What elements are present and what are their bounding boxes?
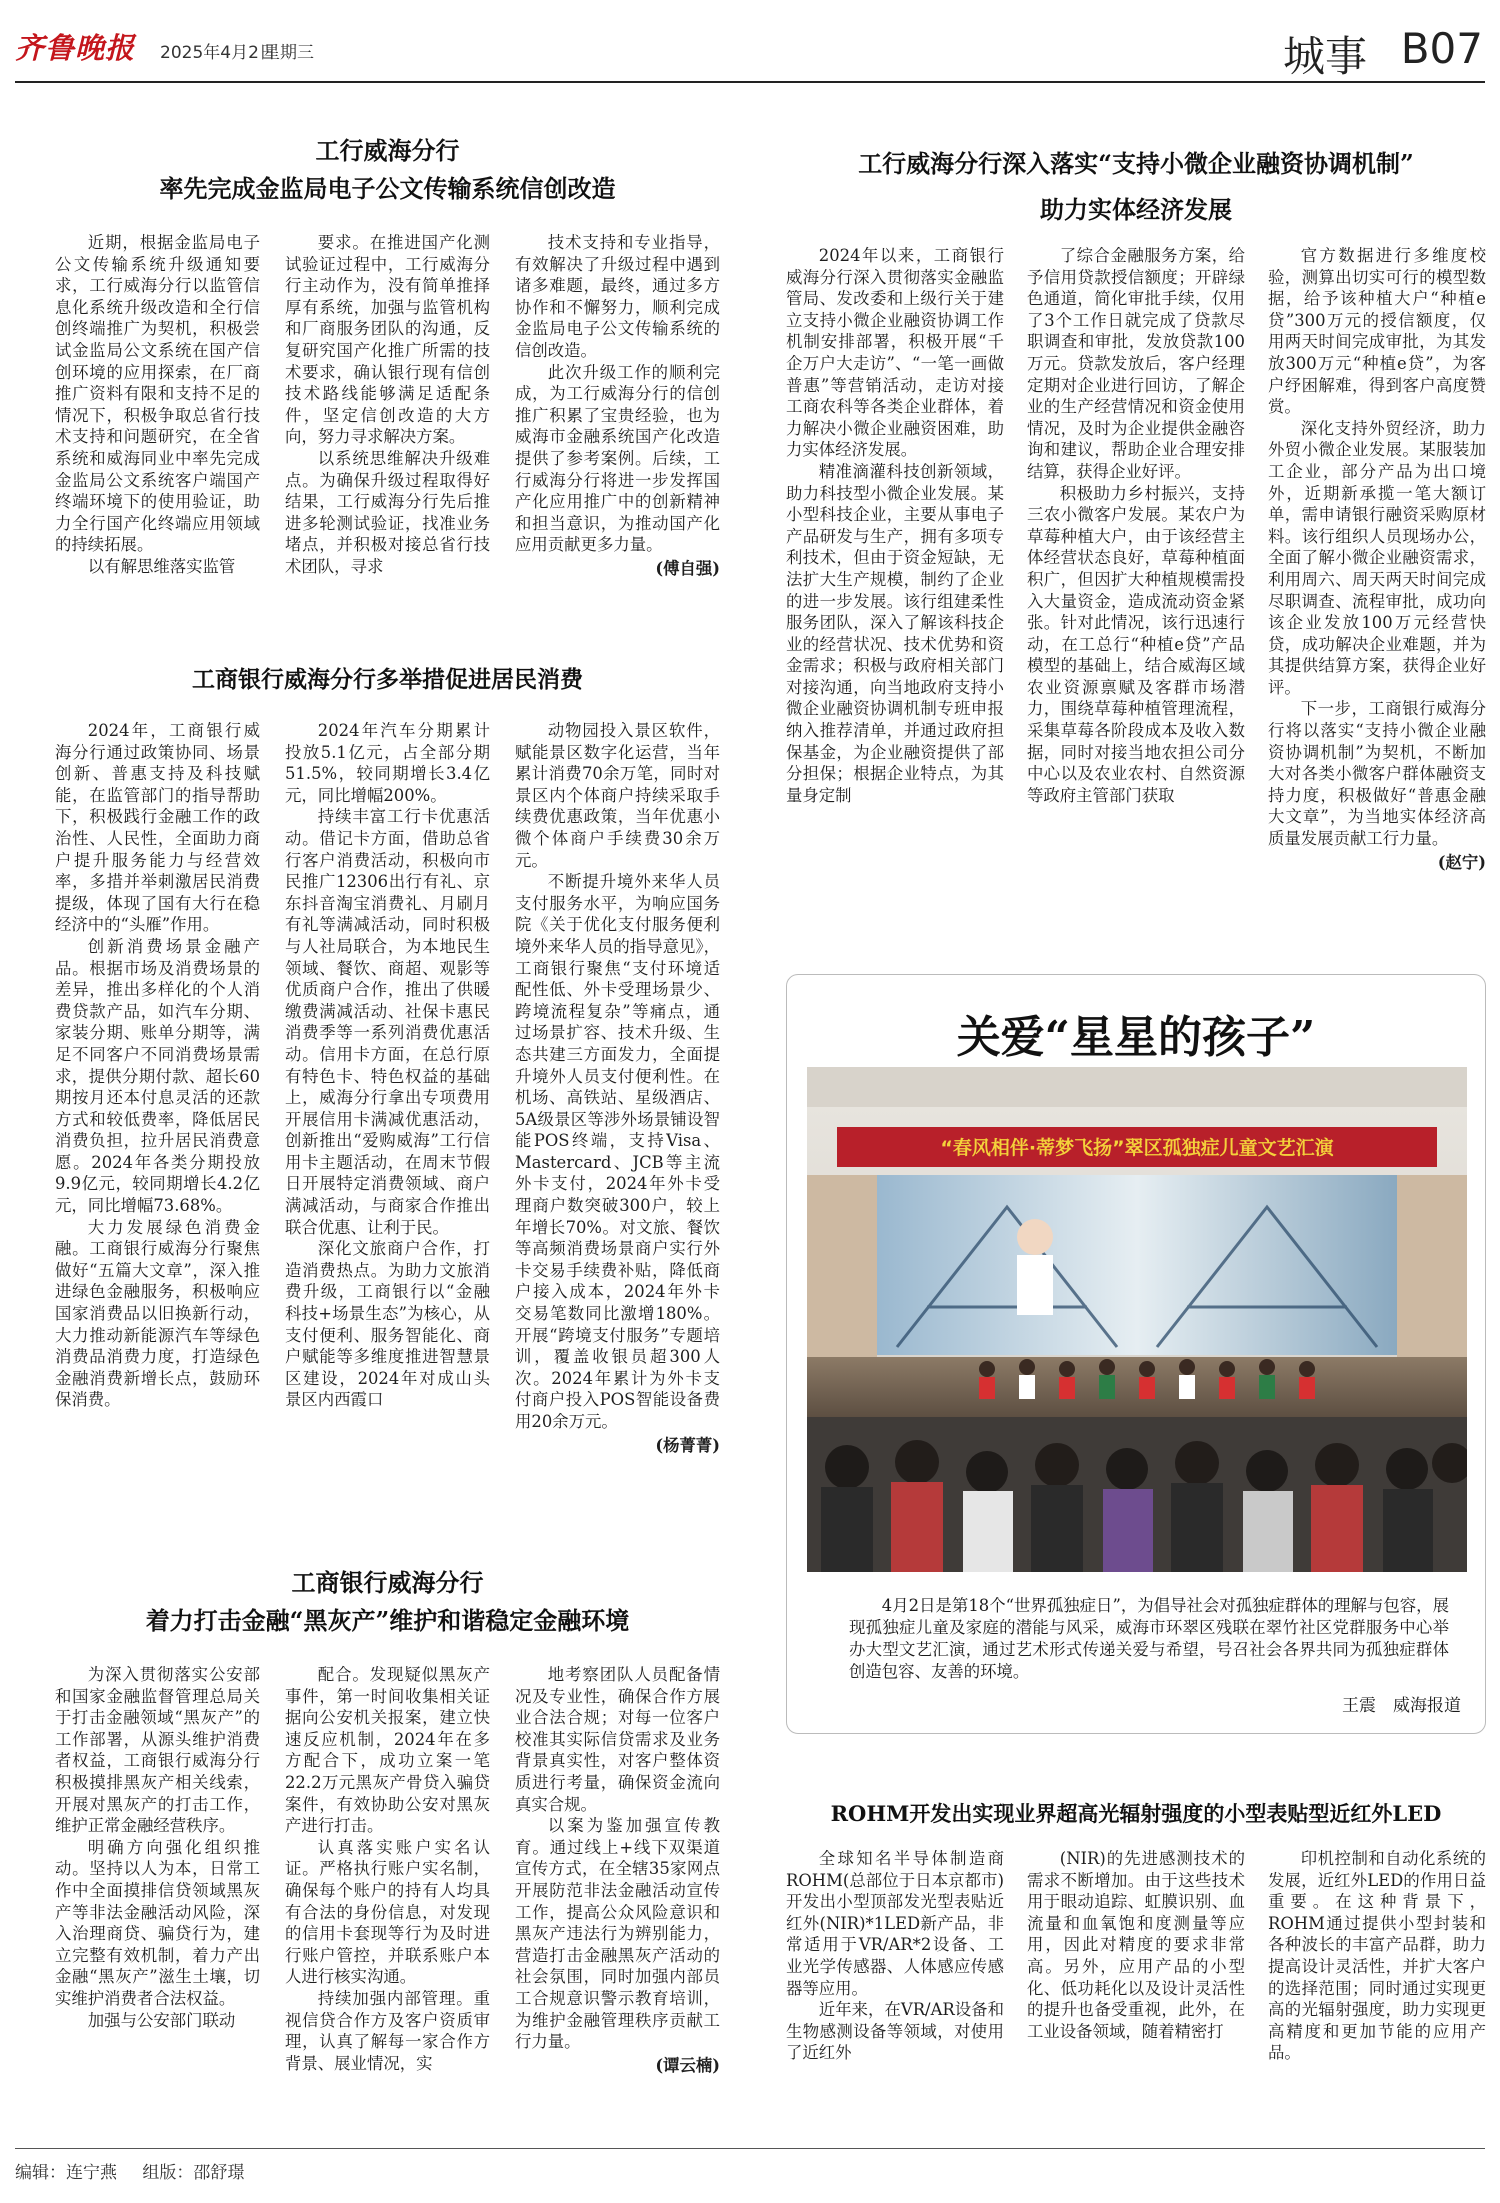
paragraph: 2024年以来，工商银行威海分行深入贯彻落实金融监管局、发改委和上级行关于建立支持小微企业融资协调工作机制安排部署，积极开展“千企万户大走访”、“一笔一画做普惠”等营销活动，走访对接工商农科等各类企业群体，着力解决小微企业融资困难，助力实体经济发展。 (786, 246, 1004, 460)
stage-photo-illustration (807, 1067, 1467, 1572)
paragraph: 配合。发现疑似黑灰产事件，第一时间收集相关证据向公安机关报案，建立快速反应机制，2024年在多方配合下，成功立案一笔22.2万元黑灰产骨贷入骗贷案件，有效协助公安对黑灰产进行打击。 (285, 1665, 490, 1836)
article-body (55, 232, 720, 642)
text-column (1027, 245, 1245, 957)
paragraph: 加强与公安部门联动 (87, 2010, 236, 2030)
paragraph: 持续加强内部管理。重视信贷合作方及客户资质审理，认真了解每一家合作方背景、展业情况，实 (285, 1988, 490, 2073)
article-kicker: 工行威海分行 (315, 136, 460, 165)
author-byline: (赵宁) (1437, 852, 1486, 872)
page-header (15, 18, 1485, 81)
paragraph: 全球知名半导体制造商ROHM(总部位于日本京都市)开发出小型顶部发光型表贴近红外(NIR)*1LED新产品，非常适用于VR/AR*2设备、工业光学传感器、人体感应传感器等应用。 (786, 1849, 1004, 1998)
paragraph: 持续丰富工行卡优惠活动。借记卡方面，借助总省行客户消费活动，积极向市民推广12306出行有礼、京东抖音淘宝消费礼、月刷月有礼等满减活动，同时积极与人社局联合，为本地民生领域、餐饮、商超、观影等优质商户合作，推出了供暖缴费满减活动、社保卡惠民消费季等一系列消费优惠活动。信用卡方面，在总行原有特色卡、特色权益的基础上，威海分行拿出专项费用开展信用卡满减优惠活动，创新推出“爱购威海”工行信用卡主题活动，在周末节假日开展特定消费领域、商户满减活动，与商家合作推出联合优惠、让利于民。 (285, 807, 490, 1237)
paragraph: 创新消费场景金融产品。根据市场及消费场景的差异，推出多样化的个人消费贷款产品，如汽车分期、家装分期、账单分期等，满足不同客户不同消费场景需求，提供分期付款、超长60期按月还本付息灵活的还款方式和较低费率，降低居民消费负担，拉升居民消费意愿。2024年各类分期投放9.9亿元，较同期增长4.2亿元，同比增幅73.68%。 (55, 936, 260, 1216)
page-footer (15, 2158, 264, 2183)
article-body (786, 1848, 1486, 2138)
paragraph: (NIR)的先进感测技术的需求不断增加。由于这些技术用于眼动追踪、虹膜识别、血流量和血氧饱和度测量等应用，因此对精度的要求非常高。另外，应用产品的小型化、低功耗化以及设计灵活性的提升也备受重视，此外，在工业设备领域，随着精密打 (1027, 1849, 1245, 2041)
text-column (1027, 1848, 1245, 2138)
article-icbc-document-system (55, 132, 720, 208)
article-body (786, 245, 1486, 957)
paragraph: 深化文旅商户合作，打造消费热点。为助力文旅消费升级，工商银行以“金融科技+场景生态”为核心，从支付便利、服务智能化、商户赋能等多维度推进智慧景区建设，2024年对成山头景区内西霞口 (285, 1239, 490, 1410)
photo-credit: 王震 威海报道 (1342, 1696, 1461, 1716)
photo-feature-box (786, 974, 1486, 1734)
author-byline: (傅自强) (655, 558, 720, 578)
article-headline: 率先完成金监局电子公文传输系统信创改造 (159, 174, 616, 203)
article-black-gray-industry (55, 1564, 720, 1640)
newspaper-logo: 齐鲁晚报 (15, 31, 136, 65)
paragraph: 认真落实账户实名认证。严格执行账户实名制，确保每个账户的持有人均具有合法的身份信息，对发现的信用卡套现等行为及时进行账户管控，并联系账户本人进行核实沟通。 (285, 1837, 490, 1987)
text-column (285, 232, 490, 642)
paragraph: 大力发展绿色消费金融。工商银行威海分行聚焦做好“五篇大文章”，深入推进绿色金融服务，积极响应国家消费品以旧换新行动，大力推动新能源汽车等绿色消费品消费力度，打造绿色金融消费新增长点，鼓励环保消费。 (55, 1217, 260, 1410)
stage-floor (807, 1357, 1467, 1417)
stage-screen (877, 1175, 1397, 1355)
text-column (515, 1664, 720, 2139)
article-kicker: 工商银行威海分行 (291, 1568, 484, 1597)
paragraph: 要求。在推进国产化测试验证过程中，工行威海分行主动作为，没有简单推择厚有系统，加强与监管机构和厂商服务团队的沟通，反复研究国产化推广所需的技术要求，确认银行现有信创技术路线能够满足适配条件，坚定信创改造的大方向，努力寻求解决方案。 (285, 233, 490, 447)
layout-credit: 组版：邵舒璟 (142, 2163, 245, 2183)
issue-weekday: 星期三 (263, 43, 314, 63)
photo-caption: 4月2日是第18个“世界孤独症日”，为倡导社会对孤独症群体的理解与包容，展现孤独症儿童及家庭的潜能与风采，威海市环翠区残联在翠竹社区党群服务中心举办大型文艺汇演，通过艺术形式传递关爱与希望，号召社会各界共同为孤独症群体创造包容、友善的环境。 (849, 1596, 1449, 1681)
paragraph: 明确方向强化组织推动。坚持以人为本，日常工作中全面摸排信贷领域黑灰产等非法金融活动风险，深入治理商贷、骗贷行为，建立完整有效机制，着力产出金融“黑灰产”滋生土壤，切实维护消费者合法权益。 (55, 1837, 260, 2008)
performers (979, 1359, 1315, 1399)
article-headline: 着力打击金融“黑灰产”维护和谐稳定金融环境 (145, 1606, 630, 1635)
paragraph: 动物园投入景区软件，赋能景区数字化运营，当年累计消费70余万笔，同时对景区内个体商户持续采取手续费优惠政策，当年优惠小微个体商户手续费30余万元。 (515, 721, 720, 870)
event-banner-text: “春风相伴·蒂梦飞扬”翠区孤独症儿童文艺汇演 (940, 1137, 1334, 1159)
paragraph: 为深入贯彻落实公安部和国家金融监督管理总局关于打击金融领域“黑灰产”的工作部署，从源头维护消费者权益，工商银行威海分行积极摸排黑灰产相关线索，开展对黑灰产的打击工作，维护正常金融经营秩序。 (55, 1665, 260, 1836)
text-column (55, 232, 260, 642)
paragraph: 官方数据进行多维度校验，测算出切实可行的模型数据，给予该种植大户“种植e贷”300万元的授信额度，仅用两天时间完成审批，为其发放300万元“种植e贷”，为客户纾困解难，得到客户高度赞赏。 (1268, 246, 1486, 417)
footer-divider (15, 2148, 1485, 2149)
paragraph: 此次升级工作的顺利完成，为工行威海分行的信创推广积累了宝贵经验，也为威海市金融系统国产化改造提供了参考案例。后续，工行威海分行将进一步发挥国产化应用推广中的创新精神和担当意识，为推动国产化应用贡献更多力量。 (515, 362, 720, 555)
article-headline: ROHM开发出实现业界超高光辐射强度的小型表贴型近红外LED (830, 1801, 1442, 1826)
paragraph: 近期，根据金监局电子公文传输系统升级通知要求，工行威海分行以监管信息化系统升级改造和全行信创终端推广为契机，积极尝试金监局公文系统在国产信创环境的应用探索，在厂商推广资料有限和支持不足的情况下，积极争取总省行技术支持和问题研究，在全省系统和威海同业中率先完成金监局公文系统客户端国产终端环境下的使用验证，助力全行国产化终端应用领域的持续拓展。 (55, 233, 260, 555)
paragraph: 以有解思维落实监管 (87, 556, 236, 576)
paragraph: 近年来，在VR/AR设备和生物感测设备等领域，对使用了近红外 (786, 2000, 1004, 2063)
paragraph: 积极助力乡村振兴，支持三农小微客户发展。某农户为草莓种植大户，由于该经营主体经营状态良好，草莓种植面积广，但因扩大种植规模需投入大量资金，造成流动资金紧张。针对此情况，该行迅速行动，在工总行“种植e贷”产品模型的基础上，结合威海区域农业资源禀赋及客群市场潜力，围绕草莓种植管理流程，采集草莓各阶段成本及收入数据，同时对接当地农担公司分中心以及农业农村、自然资源等政府主管部门获取 (1027, 483, 1245, 805)
paragraph: 2024年汽车分期累计投放5.1亿元，占全部分期51.5%，较同期增长3.4亿元，同比增幅200%。 (285, 721, 490, 805)
article-subheadline: 助力实体经济发展 (1040, 195, 1232, 224)
paragraph: 印机控制和自动化系统的发展，近红外LED的作用日益重要。在这种背景下，ROHM通过提供小型封装和各种波长的丰富产品群，助力提高设计灵活性，并扩大客户的选择范围；同时通过实现更高的光辐射强度，助力实现更高精度和更加节能的应用产品。 (1268, 1849, 1486, 2063)
paragraph: 不断提升境外来华人员支付服务水平，为响应国务院《关于优化支付服务便利境外来华人员的指导意见》，工商银行聚焦“支付环境适配性低、外卡受理场景少、跨境流程复杂”等痛点，通过场景扩容、技术升级、生态共建三方面发力，全面提升境外人员支付便利性。在机场、高铁站、星级酒店、5A级景区等涉外场景铺设智能POS终端，支持Visa、Mastercard、JCB等主流外卡支付，2024年外卡受理商户数突破300户，较上年增长70%。对文旅、餐饮等高频消费场景商户实行外卡交易手续费补贴，降低商户接入成本，2024年外卡交易笔数同比激增180%。开展“跨境支付服务”专题培训，覆盖收银员超300人次。2024年累计为外卡支付商户投入POS智能设备费用20余万元。 (515, 872, 720, 1431)
issue-date: 2025年4月2日 (160, 43, 276, 63)
section-name: 城事 (1282, 32, 1367, 81)
stage-performance-photo (807, 1067, 1467, 1572)
article-body (55, 720, 720, 1515)
paragraph: 精准滴灌科技创新领域，助力科技型小微企业发展。某小型科技企业，主要从事电子产品研发与生产，拥有多项专利技术，但由于资金短缺，无法扩大生产规模，制约了企业的进一步发展。该行组建柔性服务团队，深入了解该科技企业的经营状况、技术优势和资金需求；积极与政府相关部门对接沟通，向当地政府支持小微企业融资协调机制专班申报纳入推荐清单，并通过政府担保基金，为企业融资提供了部分担保；根据企业特点，为其量身定制 (786, 461, 1004, 805)
paragraph: 深化支持外贸经济，助力外贸小微企业发展。某服装加工企业，部分产品为出口境外，近期新承揽一笔大额订单，需申请银行融资采购原材料。该行组织人员现场办公，全面了解小微企业融资需求，利用周六、周天两天时间完成尽职调查、流程审批，成功向该企业发放100万元经营快贷，成功解决企业难题，并为其提供结算方案，获得企业好评。 (1268, 418, 1486, 697)
article-body (55, 1664, 720, 2139)
text-column (285, 720, 490, 1515)
page-number: B07 (1400, 24, 1483, 73)
author-byline: (谭云楠) (655, 2055, 720, 2075)
editor-credit: 编辑：连宁燕 (15, 2163, 117, 2183)
header-divider (15, 81, 1485, 83)
author-byline: (杨菁菁) (655, 1435, 720, 1455)
paragraph: 下一步，工商银行威海分行将以落实“支持小微企业融资协调机制”为契机，不断加大对各类小微客户群体融资支持力度，积极做好“普惠金融大文章”，为当地实体经济高质量发展贡献工行力量。 (1268, 699, 1486, 849)
article-small-micro-enterprise (786, 145, 1486, 229)
text-column (786, 1848, 1004, 2138)
article-headline: 工商银行威海分行多举措促进居民消费 (192, 666, 583, 693)
text-column (515, 232, 720, 642)
paragraph: 了综合金融服务方案，给予信用贷款授信额度；开辟绿色通道，简化审批手续，仅用了3个工作日就完成了贷款尽职调查和审批，发放贷款100万元。贷款发放后，客户经理定期对企业进行回访，了解企业的生产经营情况和资金使用情况，及时为企业提供金融咨询和建议，帮助企业合理安排结算，获得企业好评。 (1027, 246, 1245, 481)
text-column (786, 245, 1004, 957)
photo-feature-title: 关爱“星星的孩子” (956, 1012, 1316, 1063)
paragraph: 以案为鉴加强宣传教育。通过线上+线下双渠道宣传方式，在全辖35家网点开展防范非法金融活动宣传工作，提高公众风险意识和黑灰产违法行为辨别能力，营造打击金融黑灰产活动的社会氛围，同时加强内部员工合规意识警示教育培训，为维护金融管理秩序贡献工行力量。 (515, 1816, 720, 2052)
paragraph: 地考察团队人员配备情况及专业性，确保合作方展业合法合规；对每一位客户校准其实际信贷需求及业务背景真实性，对客户整体资质进行考量，确保资金流向真实合规。 (515, 1665, 720, 1814)
article-headline: 工行威海分行深入落实“支持小微企业融资协调机制” (858, 149, 1414, 178)
text-column (1268, 245, 1486, 957)
text-column (1268, 1848, 1486, 2138)
article-consumption (55, 660, 720, 700)
paragraph: 技术支持和专业指导，有效解决了升级过程中遇到诸多难题，最终，通过多方协作和不懈努力，顺利完成金监局电子公文传输系统的信创改造。 (515, 233, 720, 360)
paragraph: 2024年，工商银行威海分行通过政策协同、场景创新、普惠支持及科技赋能，在监管部门的指导帮助下，积极践行金融工作的政治性、人民性，全面助力商户提升服务能力与经营效率，多措并举刺激居民消费提级，体现了国有大行在稳经济中的“头雁”作用。 (55, 721, 260, 935)
text-column (285, 1664, 490, 2139)
paragraph: 以系统思维解决升级难点。为确保升级过程取得好结果，工行威海分行先后推进多轮测试验证，找准业务堵点，并积极对接总省行技术团队，寻求 (285, 448, 490, 576)
text-column (55, 1664, 260, 2139)
text-column (55, 720, 260, 1515)
text-column (515, 720, 720, 1515)
article-rohm-led (786, 1796, 1486, 1832)
